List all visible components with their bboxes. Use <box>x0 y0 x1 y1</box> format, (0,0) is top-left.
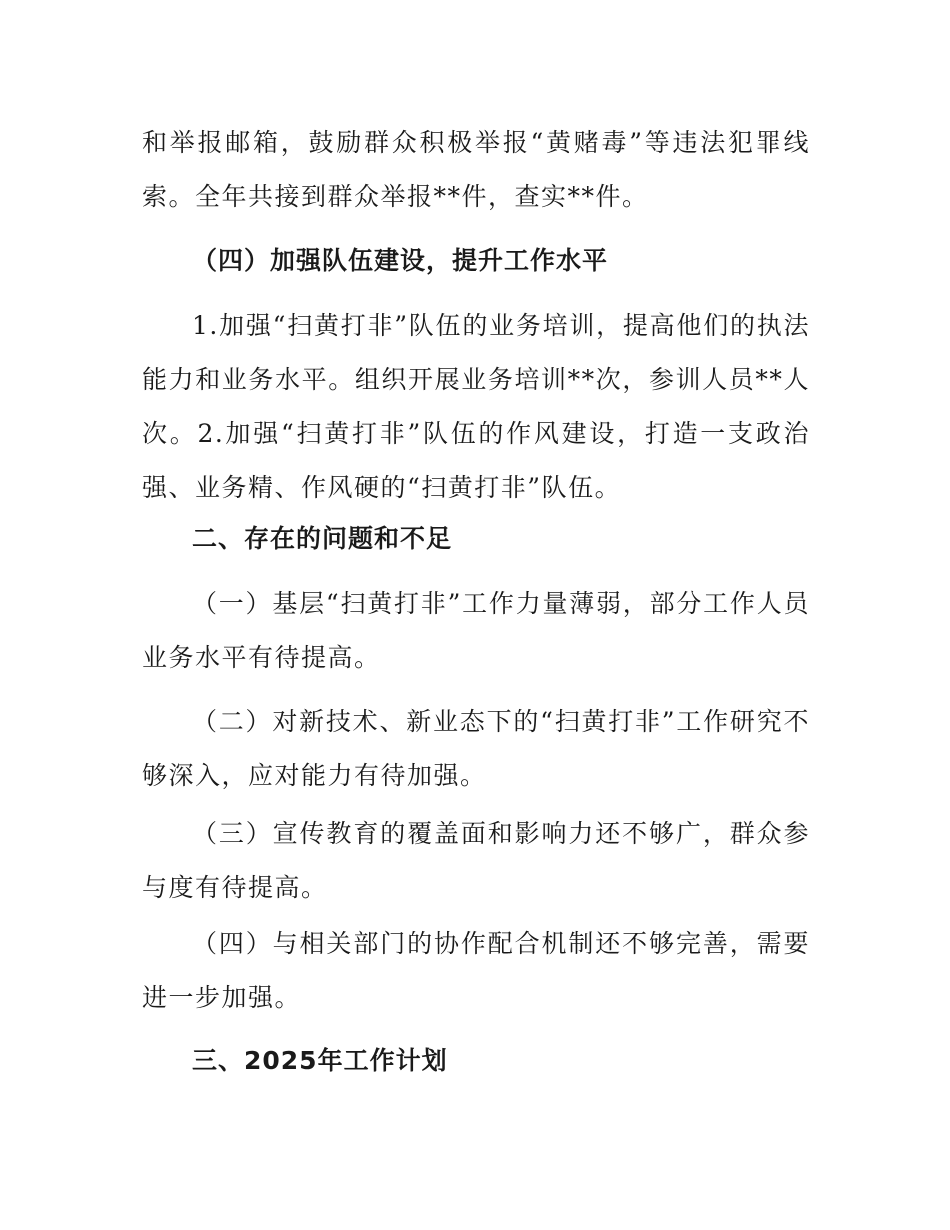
paragraph-team-training: 1.加强“扫黄打非”队伍的业务培训，提高他们的执法能力和业务水平。组织开展业务培训**次，参训人员**人次。2.加强“扫黄打非”队伍的作风建设，打造一支政治强、业务精、作风硬的“扫黄打非”队伍。 <box>142 311 810 502</box>
problem-item-3: （三）宣传教育的覆盖面和影响力还不够广，群众参与度有待提高。 <box>142 819 810 902</box>
problem-item-4: （四）与相关部门的协作配合机制还不够完善，需要进一步加强。 <box>142 929 810 1012</box>
section-heading-2025-plan: 三、2025年工作计划 <box>192 1046 448 1075</box>
section-heading-problems: 二、存在的问题和不足 <box>192 524 453 553</box>
paragraph-report-channels: 和举报邮箱，鼓励群众积极举报“黄赌毒”等违法犯罪线索。全年共接到群众举报**件，查实**件。 <box>142 128 810 211</box>
problem-item-2: （二）对新技术、新业态下的“扫黄打非”工作研究不够深入，应对能力有待加强。 <box>142 707 810 790</box>
section-heading-team-building: （四）加强队伍建设，提升工作水平 <box>192 246 609 275</box>
problem-item-1: （一）基层“扫黄打非”工作力量薄弱，部分工作人员业务水平有待提高。 <box>142 589 810 672</box>
